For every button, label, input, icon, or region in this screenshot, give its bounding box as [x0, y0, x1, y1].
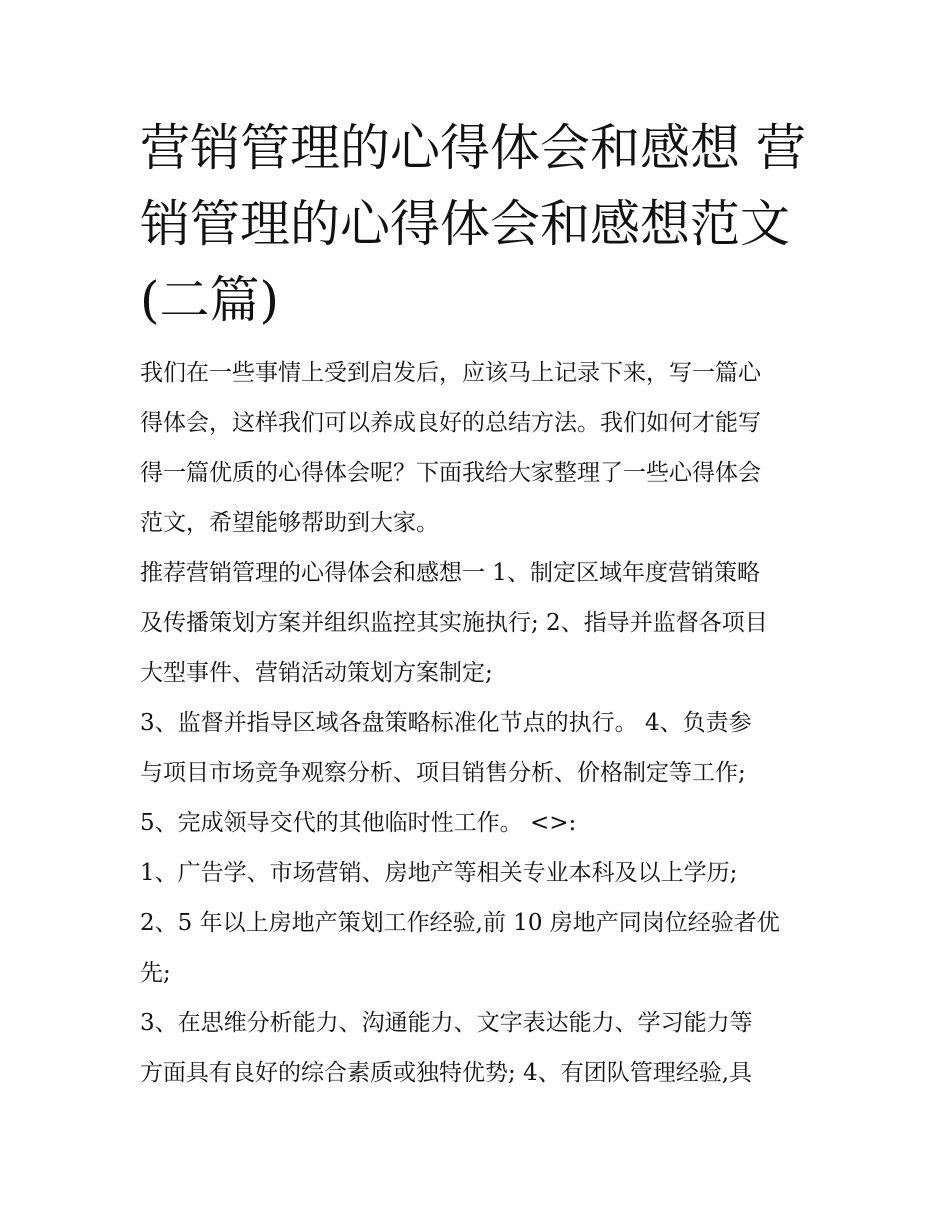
document-body: [140, 348, 812, 1098]
body-line: 3、在思维分析能力、沟通能力、文字表达能力、学习能力等: [140, 1010, 753, 1036]
body-line: 5、完成领导交代的其他临时性工作。 <>:: [140, 810, 577, 836]
title-line-2: 销管理的心得体会和感想范文: [140, 195, 790, 253]
body-line: 范文，希望能够帮助到大家。: [140, 510, 439, 536]
body-line: 3、监督并指导区域各盘策略标准化节点的执行。 4、负责参: [140, 710, 752, 736]
document-content: [140, 110, 812, 1098]
title-line-1: 营销管理的心得体会和感想 营: [140, 119, 806, 177]
body-line: 2、5 年以上房地产策划工作经验,前 10 房地产同岗位经验者优: [140, 910, 780, 936]
body-line: 得体会，这样我们可以养成良好的总结方法。我们如何才能写: [140, 410, 761, 436]
document-title: [140, 110, 812, 338]
body-line: 我们在一些事情上受到启发后，应该马上记录下来，写一篇心: [140, 360, 761, 386]
title-line-3: (二篇): [140, 271, 280, 329]
body-line: 得一篇优质的心得体会呢？下面我给大家整理了一些心得体会: [140, 460, 761, 486]
body-line: 方面具有良好的综合素质或独特优势; 4、有团队管理经验,具: [140, 1060, 753, 1086]
body-line: 与项目市场竞争观察分析、项目销售分析、价格制定等工作;: [140, 760, 746, 786]
body-line: 推荐营销管理的心得体会和感想一 1、制定区域年度营销策略: [140, 560, 760, 586]
body-line: 大型事件、营销活动策划方案制定;: [140, 660, 493, 686]
body-line: 1、广告学、市场营销、房地产等相关专业本科及以上学历;: [140, 860, 738, 886]
body-line: 及传播策划方案并组织监控其实施执行; 2、指导并监督各项目: [140, 610, 768, 636]
body-line: 先;: [140, 960, 171, 986]
